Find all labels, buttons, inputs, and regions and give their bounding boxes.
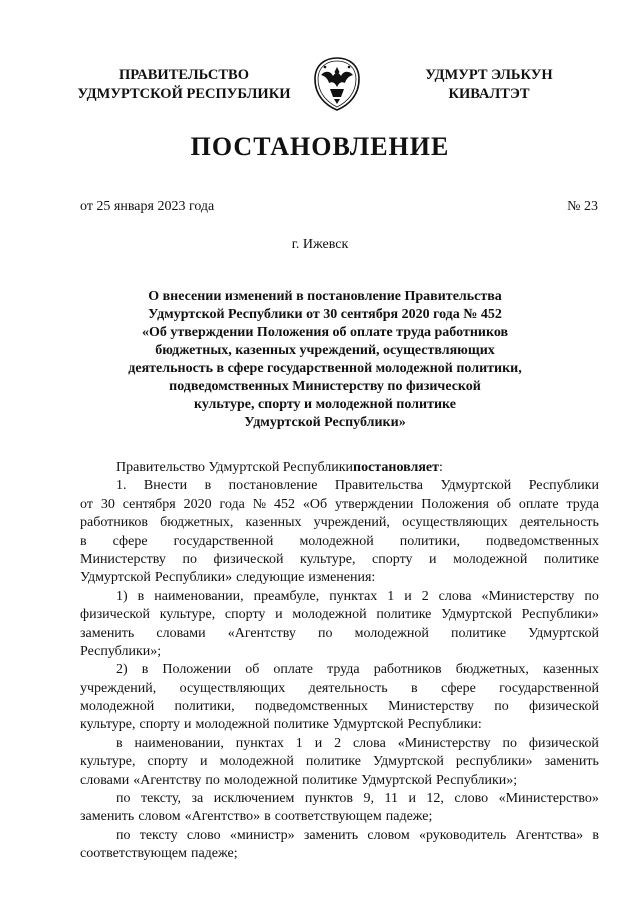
paragraph-line: словами «Агентству по молодежной политике Удмуртской Республики»; bbox=[80, 772, 518, 788]
header-left-line1: ПРАВИТЕЛЬСТВО bbox=[119, 67, 249, 83]
paragraph-line: от 30 сентября 2020 года № 452 «Об утверждении Положения об оплате труда bbox=[80, 496, 599, 512]
paragraph-line: молодежной политики, подведомственных Министерству по физической bbox=[80, 699, 599, 715]
paragraph-line: Республики»; bbox=[80, 643, 162, 659]
header-right-line2: КИВАЛТЭТ bbox=[448, 86, 530, 102]
paragraph-line: культуре, спорту и молодежной политике Удмуртской Республики: bbox=[80, 717, 482, 733]
document-date: от 25 января 2023 года bbox=[80, 199, 215, 214]
paragraph-line: в наименовании, пунктах 1 и 2 слова «Министерству по физической bbox=[116, 735, 599, 751]
document-body bbox=[80, 459, 599, 864]
document-number: № 23 bbox=[567, 199, 598, 214]
paragraph-line: физической культуре, спорту и молодежной политике Удмуртской Республики» bbox=[80, 607, 599, 623]
paragraph-line: в сфере государственной молодежной политики, подведомственных bbox=[80, 533, 599, 549]
intro-bold: постановляет bbox=[353, 460, 439, 475]
header-left bbox=[64, 66, 304, 104]
title-line: подведомственных Министерству по физической bbox=[169, 379, 481, 394]
paragraph-line: 2) в Положении об оплате труда работников бюджетных, казенных bbox=[116, 662, 599, 678]
paragraph-line: заменить словом «Агентство» в соответствующем падеже; bbox=[80, 809, 433, 825]
paragraph-line: Удмуртской Республики» следующие изменения: bbox=[80, 570, 376, 586]
paragraph-line: заменить словами «Агентству по молодежной политике Удмуртской bbox=[80, 625, 599, 641]
document-type: ПОСТАНОВЛЕНИЕ bbox=[190, 132, 450, 161]
title-line: культуре, спорту и молодежной политике bbox=[194, 397, 456, 412]
title-line: Удмуртской Республики» bbox=[244, 415, 406, 430]
title-line: «Об утверждении Положения об оплате труда работников bbox=[141, 325, 509, 340]
document-title bbox=[110, 288, 540, 432]
coat-of-arms-icon bbox=[311, 55, 363, 113]
title-line: О внесении изменений в постановление Правительства bbox=[148, 289, 502, 304]
paragraph-line: соответствующем падеже; bbox=[80, 846, 238, 862]
paragraph-line: по тексту, за исключением пунктов 9, 11 и 12, слово «Министерство» bbox=[116, 791, 599, 807]
title-line: бюджетных, казенных учреждений, осуществляющих bbox=[155, 343, 495, 358]
intro-text: Правительство Удмуртской Республики bbox=[116, 460, 354, 475]
header-right-line1: УДМУРТ ЭЛЬКУН bbox=[425, 67, 553, 83]
header-left-line2: УДМУРТСКОЙ РЕСПУБЛИКИ bbox=[77, 86, 291, 102]
paragraph-line: культуре, спорту и молодежной политике Удмуртской республики» заменить bbox=[80, 754, 599, 770]
paragraph-line: учреждений, осуществляющих деятельность в сфере государственной bbox=[80, 680, 599, 696]
header-right bbox=[404, 66, 574, 104]
document-city: г. Ижевск bbox=[291, 237, 349, 252]
intro-line bbox=[80, 459, 599, 477]
title-line: Удмуртской Республики от 30 сентября 2020 года № 452 bbox=[148, 307, 502, 322]
paragraph-line: 1) в наименовании, преамбуле, пунктах 1 и 2 слова «Министерству по bbox=[116, 588, 599, 604]
paragraph-line: Министерству по физической культуре, спорту и молодежной политике bbox=[80, 551, 599, 567]
intro-end: : bbox=[439, 460, 443, 475]
paragraph-line: работников бюджетных, казенных учреждений, осуществляющих деятельность bbox=[80, 515, 599, 531]
paragraph-line: по тексту слово «министр» заменить словом «руководитель Агентства» в bbox=[116, 827, 599, 843]
paragraph-line: 1. Внести в постановление Правительства Удмуртской Республики bbox=[116, 478, 599, 494]
title-line: деятельность в сфере государственной молодежной политики, bbox=[128, 361, 522, 376]
